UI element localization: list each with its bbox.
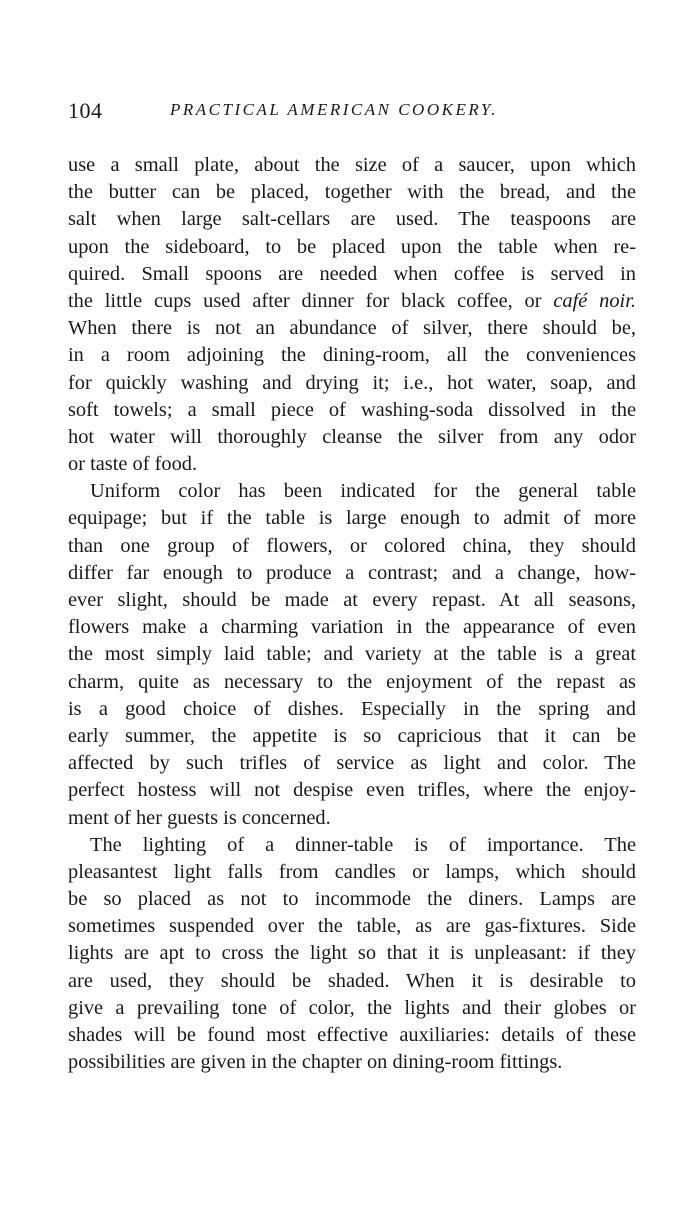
text-line: charm, quite as necessary to the enjoyment of the repast as bbox=[68, 670, 636, 693]
italic-phrase: café noir. bbox=[553, 289, 636, 312]
text-line: possibilities are given in the chapter on dining-room fittings. bbox=[68, 1051, 563, 1074]
text-line: Uniform color has been indicated for the general table bbox=[90, 480, 636, 503]
text-line: lights are apt to cross the light so that it is unpleasant: if they bbox=[68, 942, 636, 965]
text-line: affected by such trifles of service as light and color. The bbox=[68, 752, 636, 775]
text-line: ever slight, should be made at every repast. At all seasons, bbox=[68, 589, 636, 611]
text-line: in a room adjoining the dining-room, all the conveniences bbox=[68, 344, 636, 367]
text-line: give a prevailing tone of color, the lights and their globes or bbox=[68, 996, 636, 1019]
text-line: hot water will thoroughly cleanse the silver from any odor bbox=[68, 425, 636, 448]
text-line: perfect hostess will not despise even trifles, where the enjoy- bbox=[68, 779, 636, 802]
text-line: pleasantest light falls from candles or lamps, which should bbox=[68, 860, 636, 883]
text-line: the most simply laid table; and variety at the table is a great bbox=[68, 643, 636, 666]
text-line: soft towels; a small piece of washing-soda dissolved in the bbox=[68, 398, 636, 421]
text-line: flowers make a charming variation in the appearance of even bbox=[68, 616, 636, 639]
text-line: are used, they should be shaded. When it is desirable to bbox=[68, 969, 636, 992]
paragraph-3 bbox=[68, 832, 636, 1077]
paragraph-2 bbox=[68, 478, 636, 831]
text-line: upon the sideboard, to be placed upon the table when re- bbox=[68, 235, 636, 258]
text-line: sometimes suspended over the table, as are gas-fixtures. Side bbox=[68, 915, 636, 938]
text-line: early summer, the appetite is so capricious that it can be bbox=[68, 724, 636, 747]
text-line: When there is not an abundance of silver, there should be, bbox=[68, 317, 636, 340]
text-segment: the little cups used after dinner for black coffee, or bbox=[68, 289, 554, 312]
running-head bbox=[68, 98, 636, 128]
text-line: or taste of food. bbox=[68, 453, 198, 476]
body-text bbox=[68, 152, 636, 1076]
text-line: use a small plate, about the size of a saucer, upon which bbox=[68, 154, 636, 176]
text-line: be so placed as not to incommode the diners. Lamps are bbox=[68, 888, 636, 911]
text-line: equipage; but if the table is large enough to admit of more bbox=[68, 507, 636, 530]
text-line: The lighting of a dinner-table is of importance. The bbox=[90, 833, 636, 856]
text-line: salt when large salt-cellars are used. The teaspoons are bbox=[68, 208, 636, 231]
text-line: quired. Small spoons are needed when coffee is served in bbox=[68, 262, 636, 285]
text-line: for quickly washing and drying it; i.e., hot water, soap, and bbox=[68, 371, 636, 394]
page-number: 104 bbox=[68, 98, 103, 123]
paragraph-1 bbox=[68, 152, 636, 478]
text-line: differ far enough to produce a contrast; and a change, how- bbox=[68, 561, 636, 584]
text-line: the butter can be placed, together with the bread, and the bbox=[68, 181, 636, 204]
running-title: PRACTICAL AMERICAN COOKERY. bbox=[170, 100, 499, 119]
text-line: is a good choice of dishes. Especially in the spring and bbox=[68, 697, 636, 720]
text-line-with-italic bbox=[68, 288, 636, 315]
text-line: shades will be found most effective auxiliaries: details of these bbox=[68, 1024, 636, 1046]
text-line: ment of her guests is concerned. bbox=[68, 806, 331, 829]
text-line: than one group of flowers, or colored china, they should bbox=[68, 534, 636, 557]
